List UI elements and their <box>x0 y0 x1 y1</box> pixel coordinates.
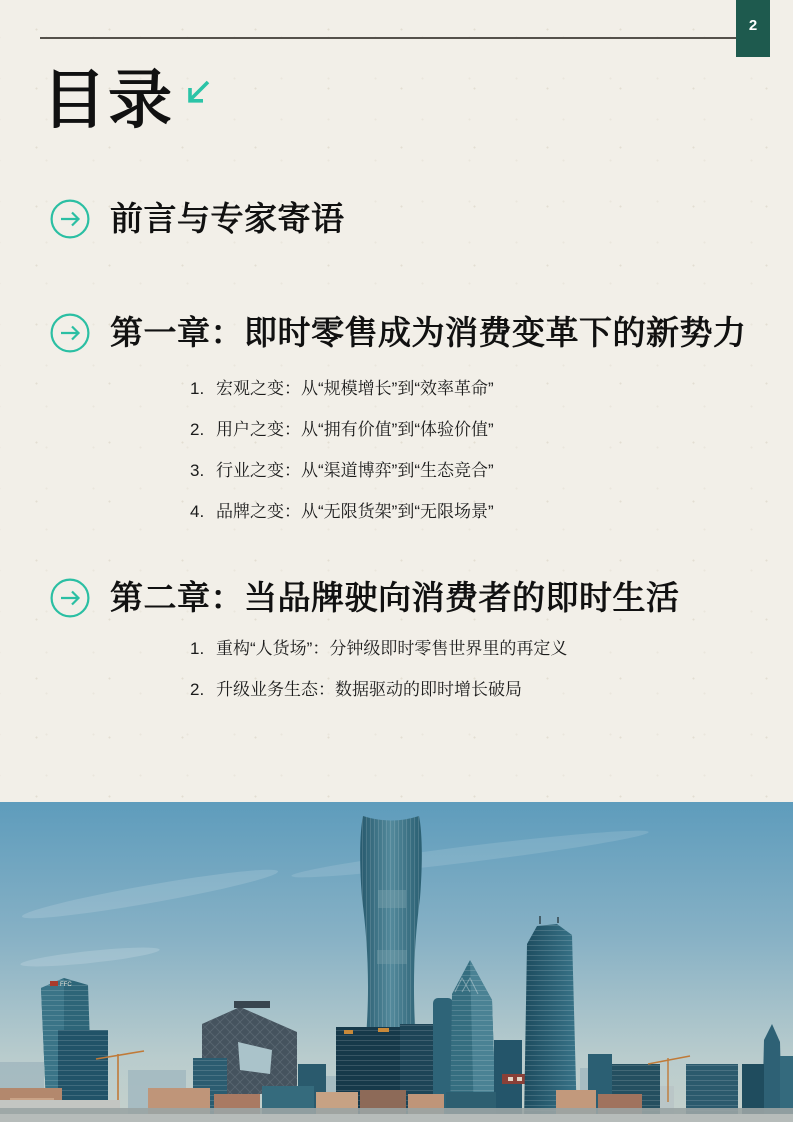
toc-entry-label: 第二章：当品牌驶向消费者的即时生活 <box>110 579 680 616</box>
page-number: 2 <box>748 17 758 34</box>
toc-entry-preface[interactable] <box>50 199 345 239</box>
ffc-sign: FFC <box>60 982 72 988</box>
chapter-2-subitems <box>190 638 567 720</box>
page-number-badge <box>736 0 770 57</box>
subitem-number: 2. <box>190 680 205 699</box>
toc-subitem[interactable] <box>190 460 494 482</box>
title-row <box>42 64 174 138</box>
subitem-text: 品牌之变：从“无限货架”到“无限场景” <box>216 502 494 521</box>
subitem-text: 重构“人货场”：分钟级即时零售世界里的再定义 <box>216 639 568 658</box>
toc-subitem[interactable] <box>190 501 494 523</box>
skyline-photo-graphic <box>0 802 793 1122</box>
arrow-down-left-icon <box>180 76 214 110</box>
subitem-number: 3. <box>190 461 205 480</box>
toc-subitem[interactable] <box>190 638 567 660</box>
skyline-photo <box>0 802 793 1122</box>
subitem-number: 1. <box>190 639 205 658</box>
subitem-number: 4. <box>190 502 205 521</box>
header-rule <box>40 37 737 39</box>
toc-entry-chapter-2[interactable] <box>50 578 680 618</box>
subitem-number: 1. <box>190 379 205 398</box>
street-strip-light <box>0 1114 793 1122</box>
circle-right-arrow-icon <box>50 578 90 618</box>
toc-subitem[interactable] <box>190 378 494 400</box>
page-title: 目录 <box>42 64 174 136</box>
toc-subitem[interactable] <box>190 419 494 441</box>
toc-entry-label: 第一章：即时零售成为消费变革下的新势力 <box>110 314 747 351</box>
circle-right-arrow-icon <box>50 199 90 239</box>
circle-right-arrow-icon <box>50 313 90 353</box>
subitem-text: 用户之变：从“拥有价值”到“体验价值” <box>216 420 494 439</box>
subitem-text: 宏观之变：从“规模增长”到“效率革命” <box>216 379 494 398</box>
chapter-1-subitems <box>190 378 494 542</box>
toc-entry-chapter-1[interactable] <box>50 313 747 353</box>
toc-subitem[interactable] <box>190 679 567 701</box>
subitem-number: 2. <box>190 420 205 439</box>
toc-entry-label: 前言与专家寄语 <box>110 200 345 237</box>
subitem-text: 行业之变：从“渠道博弈”到“生态竞合” <box>216 461 494 480</box>
subitem-text: 升级业务生态：数据驱动的即时增长破局 <box>216 680 522 699</box>
